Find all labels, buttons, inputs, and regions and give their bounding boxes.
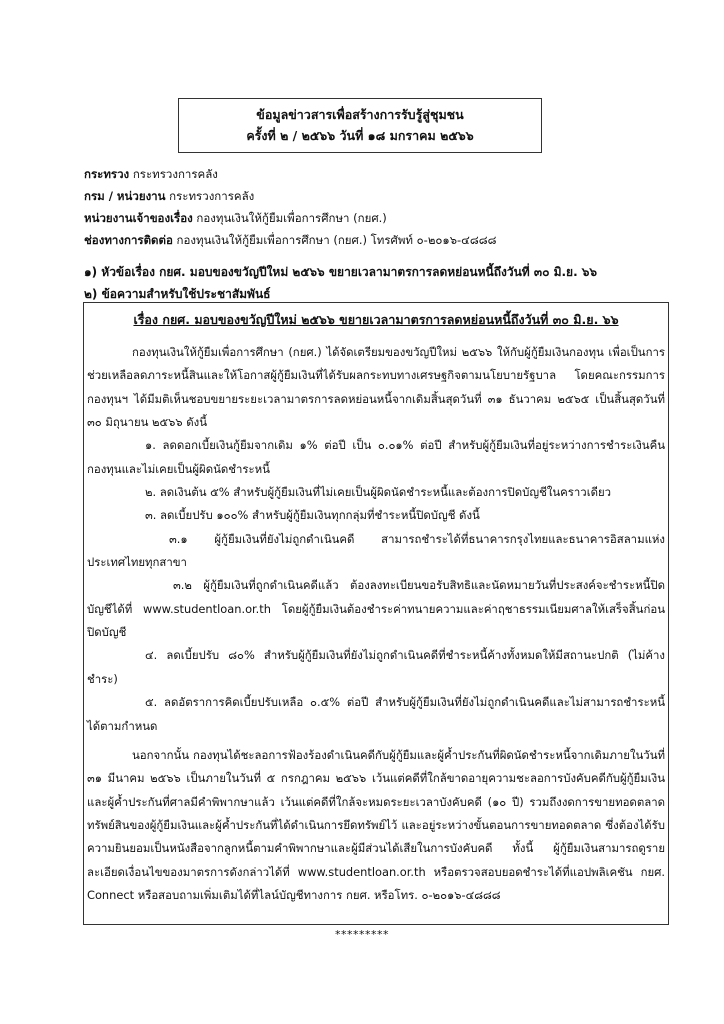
document-metadata (84, 163, 684, 251)
owner-value: กองทุนเงินให้กู้ยืมเพื่อการศึกษา (กยศ.) (196, 211, 387, 225)
topic-item-subject: ๑) หัวข้อเรื่อง กยศ. มอบของขวัญปีใหม่ ๒๕๖๖ ขยายเวลามาตรการลดหย่อนหนี้ถึงวันที่ ๓๐ มิ.ย. ๖๖ (84, 265, 598, 279)
ministry-value: กระทรวงการคลัง (132, 167, 218, 181)
department-label: กรม / หน่วยงาน (84, 189, 166, 203)
department-value: กระทรวงการคลัง (169, 189, 255, 203)
topic-list (84, 261, 694, 305)
measure-item-4: ๔. ลดเบี้ยปรับ ๘๐% สำหรับผู้กู้ยืมเงินที่ยังไม่ถูกดำเนินคดีที่ชำระหนี้ค้างทั้งหมดให้มีสถานะปกติ (ไม่ค้างชำระ) (87, 648, 665, 686)
ministry-row (84, 163, 684, 185)
measure-item-2: ๒. ลดเงินต้น ๕% สำหรับผู้กู้ยืมเงินที่ไม่เคยเป็นผู้ผิดนัดชำระหนี้และต้องการปิดบัญชีในคราวเดียว (145, 485, 612, 500)
measure-item-3: ๓. ลดเบี้ยปรับ ๑๐๐% สำหรับผู้กู้ยืมเงินทุกกลุ่มที่ชำระหนี้ปิดบัญชี ดังนี้ (145, 508, 480, 523)
owner-label: หน่วยงานเจ้าของเรื่อง (84, 211, 193, 225)
contact-row (84, 229, 684, 251)
measure-item-3-1: ๓.๑ ผู้กู้ยืมเงินที่ยังไม่ถูกดำเนินคดี สามารถชำระได้ที่ธนาคารกรุงไทยและธนาคารอิสลามแห่งประเทศไทยทุกสาขา (87, 531, 665, 570)
document-header-box (178, 98, 542, 153)
header-issue-date: ครั้งที่ ๒ / ๒๕๖๖ วันที่ ๑๘ มกราคม ๒๕๖๖ (246, 128, 474, 143)
contact-value: กองทุนเงินให้กู้ยืมเพื่อการศึกษา (กยศ.) โทรศัพท์ ๐-๒๐๑๖-๔๘๘๘ (176, 233, 497, 247)
topic-item-pr-text: ๒) ข้อความสำหรับใช้ประชาสัมพันธ์ (84, 287, 271, 301)
measure-item-3-2: ๓.๒ ผู้กู้ยืมเงินที่ถูกดำเนินคดีแล้ว ต้องลงทะเบียนขอรับสิทธิและนัดหมายวันที่ประสงค์จะชำระหนี้ปิดบัญชีได้ที่ www.studentloan.or.th โดยผู้กู้ยืมเงินต้องชำระค่าทนายความและค่าฤชาธรรมเนียมศาลให้เสร็จสิ้นก่อนปิดบัญชี (87, 578, 665, 640)
end-of-document-mark: ********* (335, 928, 389, 941)
intro-paragraph: กองทุนเงินให้กู้ยืมเพื่อการศึกษา (กยศ.) ได้จัดเตรียมของขวัญปีใหม่ ๒๕๖๖ ให้กับผู้กู้ยืมเงินกองทุน เพื่อเป็นการช่วยเหลือลดภาระหนี้สินและให้โอกาสผู้กู้ยืมเงินที่ได้รับผลกระทบทางเศรษฐกิจตามนโยบายรัฐบาล โดยคณะกรรมการกองทุนฯ ได้มีมติเห็นชอบขยายระยะเวลามาตรการลดหย่อนหนี้จากเดิมสิ้นสุดวันที่ ๓๑ ธันวาคม ๒๕๖๕ เป็นสิ้นสุดวันที่ ๓๐ มิถุนายน ๒๕๖๖ ดังนี้ (87, 345, 665, 430)
owner-row (84, 207, 684, 229)
measure-item-5: ๕. ลดอัตราการคิดเบี้ยปรับเหลือ ๐.๕% ต่อปี สำหรับผู้กู้ยืมเงินที่ยังไม่ถูกดำเนินคดีและไม่สามารถชำระหนี้ได้ตามกำหนด (87, 695, 665, 733)
header-title: ข้อมูลข่าวสารเพื่อสร้างการรับรู้สู่ชุมชน (256, 107, 464, 122)
contact-label: ช่องทางการติดต่อ (84, 233, 173, 247)
press-release-title-text: เรื่อง กยศ. มอบของขวัญปีใหม่ ๒๕๖๖ ขยายเวลามาตรการลดหย่อนหนี้ถึงวันที่ ๓๐ มิ.ย. ๖๖ (133, 312, 619, 327)
press-release-box (83, 302, 669, 925)
department-row (84, 185, 684, 207)
press-release-title (84, 310, 668, 330)
measure-item-1: ๑. ลดดอกเบี้ยเงินกู้ยืมจากเดิม ๑% ต่อปี เป็น ๐.๐๑% ต่อปี สำหรับผู้กู้ยืมเงินที่อยู่ระหว่างการชำระเงินคืนกองทุนและไม่เคยเป็นผู้ผิดนัดชำระหนี้ (87, 438, 665, 476)
press-release-body (87, 341, 665, 907)
closing-paragraph: นอกจากนั้น กองทุนได้ชะลอการฟ้องร้องดำเนินคดีกับผู้กู้ยืมและผู้ค้ำประกันที่ผิดนัดชำระหนี้จากเดิมภายในวันที่ ๓๑ มีนาคม ๒๕๖๖ เป็นภายในวันที่ ๕ กรกฎาคม ๒๕๖๖ เว้นแต่คดีที่ใกล้ขาดอายุความชะลอการบังคับคดีกับผู้กู้ยืมเงินและผู้ค้ำประกันที่ศาลมีคำพิพากษาแล้ว เว้นแต่คดีที่ใกล้จะหมดระยะเวลาบังคับคดี (๑๐ ปี) รวมถึงงดการขายทอดตลาดทรัพย์สินของผู้กู้ยืมเงินและผู้ค้ำประกันที่ได้ดำเนินการยึดทรัพย์ไว้ และอยู่ระหว่างขั้นตอนการขายทอดตลาด ซึ่งต้องได้รับความยินยอมเป็นหนังสือจากลูกหนี้ตามคำพิพากษาและผู้มีส่วนได้เสียในการบังคับคดี ทั้งนี้ ผู้กู้ยืมเงินสามารถดูรายละเอียดเงื่อนไขของมาตรการดังกล่าวได้ที่ www.studentloan.or.th หรือตรวจสอบยอดชำระได้ที่แอปพลิเคชัน กยศ. Connect หรือสอบถามเพิ่มเติมได้ที่ไลน์บัญชีทางการ กยศ. หรือโทร. ๐-๒๐๑๖-๔๘๘๘ (87, 747, 665, 902)
ministry-label: กระทรวง (84, 167, 130, 181)
